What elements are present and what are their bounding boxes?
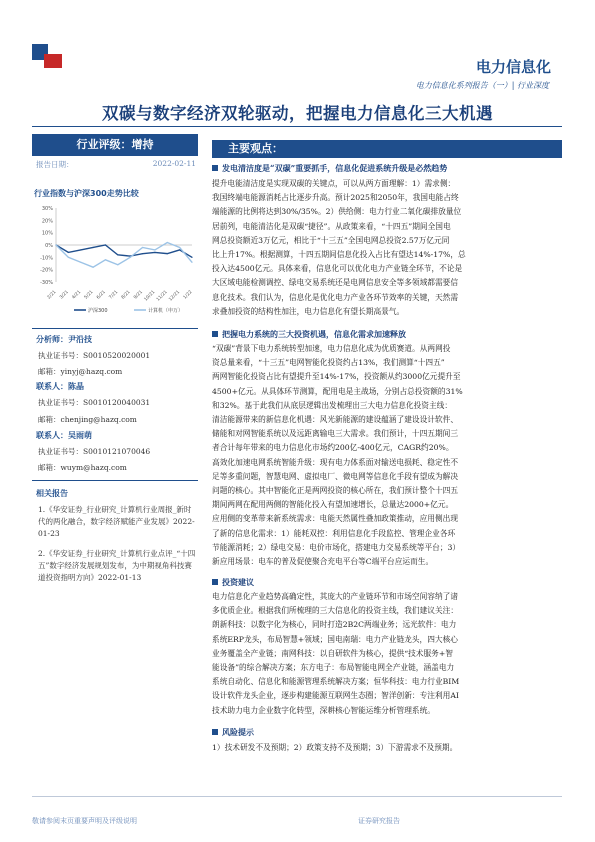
- contact1-label: 联系人：: [36, 382, 68, 391]
- chart-x-tick-label: 7/21: [108, 289, 120, 301]
- report-date-value: 2022-02-11: [152, 159, 196, 168]
- chart-series-line: [56, 245, 192, 257]
- body-line: 系统自动化、信息化和能源管理系统解决方案；恒华科技：电力行业BIM: [212, 677, 460, 687]
- body-line: 电力信息化产业趋势高确定性，其庞大的产业链环节和市场空间容纳了诸: [212, 592, 459, 601]
- chart-title: 行业指数与沪深300走势比较: [34, 189, 139, 198]
- company-logo: [30, 38, 68, 76]
- section-1-title-text: 发电清洁度是“双碳”重要抓手，信息化促进系统升级是必然趋势: [222, 163, 448, 173]
- chart-data-point: [117, 264, 118, 265]
- body-line: 息化技术。我们认为，信息化是优化电力产业各环节效率的关键，天然需: [212, 292, 459, 302]
- contact1-cert: 执业证书号：S0010120040031: [38, 398, 151, 407]
- chart-y-labels: [40, 206, 53, 286]
- chart-legend-label: 计算机（申万）: [148, 308, 184, 314]
- chart-data-point: [154, 249, 155, 250]
- chart-y-tick-label: -30%: [40, 280, 53, 286]
- chart-x-tick-label: 9/21: [133, 289, 144, 301]
- body-line: 了新的信息化需求：1）能耗双控：利用信息化手段监控、管理企业各环: [212, 528, 456, 538]
- body-line: 期间两网在配用两侧的智能化投入有望加速增长，总量达2000+亿元。: [212, 500, 454, 510]
- report-type: 电力信息化: [475, 58, 551, 76]
- section-1-title: [212, 163, 447, 174]
- body-line: 4500+亿元。从具体环节测算，配用电是主战场，分别占总投资额的31%: [212, 386, 463, 396]
- chart-x-tick-label: 5/21: [83, 289, 95, 301]
- analyst-label: 分析师：: [36, 335, 68, 344]
- title-divider: [32, 126, 562, 127]
- body-line: 两网智能化投资占比有望提升至14%-17%，投资额从约3000亿元提升至: [212, 372, 461, 382]
- chart-data-point: [179, 247, 180, 248]
- chart-data-point: [68, 252, 69, 253]
- bullet-icon: [212, 165, 218, 171]
- contact1-row: [36, 381, 84, 392]
- section-3-title-text: 投资建议: [222, 577, 254, 587]
- chart-data-point: [105, 244, 106, 245]
- body-line: “双碳”背景下电力系统转型加速，电力信息化成为优质赛道。从两网投: [212, 344, 451, 353]
- report-date-label: 报告日期：: [36, 160, 74, 169]
- body-line: 高效化加速电网系统智能升级：现有电力体系面对输送电损耗、稳定性不: [212, 457, 459, 467]
- chart-data-point: [191, 262, 192, 263]
- body-line: 节能源消耗；2）绿电交易：电价市场化，搭建电力交易系统等平台；3）: [212, 542, 461, 552]
- analyst-email[interactable]: 邮箱：yinyj@hazq.com: [38, 367, 123, 376]
- report-date-row: [32, 158, 198, 170]
- chart-x-labels: [46, 289, 193, 303]
- page-title: 双碳与数字经济双轮驱动，把握电力信息化三大机遇: [102, 104, 493, 123]
- contact2-email[interactable]: 邮箱：wuym@hazq.com: [38, 463, 127, 472]
- chart-x-tick-label: 3/21: [59, 289, 70, 301]
- industry-rating: 行业评级：增持: [32, 134, 198, 156]
- left-divider: [32, 328, 198, 329]
- chart-x-tick-label: 2/21: [46, 289, 58, 301]
- section-1-body: [212, 177, 562, 319]
- main-viewpoints-heading: 主要观点：: [212, 140, 562, 158]
- contact2-name: 吴雨萌: [68, 431, 92, 440]
- body-line: 1）技术研发不及预期；2）政策支持不及预期；3）下游需求不及预期。: [212, 743, 458, 752]
- chart-x-tick-label: 10/21: [143, 289, 157, 303]
- body-line: 新应用场景：电车的普及促使聚合充电平台等C端平台应运而生。: [212, 557, 434, 567]
- body-line: 业务覆盖全产业链；南网科技：以自研软件为核心，提供“技术服务+智: [212, 648, 453, 658]
- related-report-item[interactable]: 1.《华安证券_行业研究_计算机行业周报_新时代的两化融合，数字经济赋能产业发展》2022-01-23: [38, 505, 195, 538]
- related-reports-title: 相关报告: [36, 489, 68, 498]
- body-line: 大区域电能检测调控、绿电交易系统还是电网信息安全等多领域都需要信: [212, 278, 459, 288]
- analyst-row: [36, 334, 92, 345]
- chart-data-point: [142, 253, 143, 254]
- chart-data-point: [154, 252, 155, 253]
- chart-x-tick-label: 6/21: [96, 289, 107, 301]
- analyst-name: 尹沿技: [68, 335, 92, 344]
- chart-data-point: [117, 254, 118, 255]
- chart-y-tick-label: -10%: [40, 255, 53, 262]
- chart-data-point: [80, 262, 81, 263]
- section-2-title: [212, 329, 406, 340]
- chart-data-point: [55, 244, 56, 245]
- contact1-name: 陈晶: [68, 382, 84, 391]
- chart-x-tick-label: 1/22: [182, 289, 194, 301]
- chart-y-tick-label: 20%: [41, 218, 53, 225]
- chart-data-point: [68, 257, 69, 258]
- chart-y-tick-label: 10%: [41, 230, 53, 237]
- chart-data-point: [92, 267, 93, 268]
- body-line: 提升电能清洁度是实现双碳的关键点，可以从两方面理解：1）需求侧：: [212, 179, 456, 188]
- body-line: 网总投资额近3万亿元，相比于“十三五”全国电网总投资2.57万亿元同: [212, 235, 450, 245]
- chart-data-point: [105, 259, 106, 260]
- chart-data-point: [92, 247, 93, 248]
- chart-x-tick-label: 4/21: [71, 289, 83, 301]
- contact2-row: [36, 430, 92, 441]
- chart-legend-label: 沪深300: [88, 308, 108, 314]
- body-line: 我国终端电能源消耗占比逐步升高。预计2025和2050年，我国电能占终: [212, 193, 459, 203]
- body-line: 者合计每年带来的电力信息化市场约200亿-400亿元，CAGR约20%。: [212, 443, 454, 453]
- chart-x-tick-label: 12/21: [168, 289, 182, 303]
- chart-data-point: [167, 253, 168, 254]
- chart-data-point: [167, 242, 168, 243]
- body-line: 资总量来看，“十三五”电网智能化投资约占13%，我们测算“十四五”: [212, 358, 445, 368]
- body-line: 能设备”的综合解决方案；东方电子：布局智能电网全产业链，涵盖电力: [212, 663, 455, 673]
- chart-x-tick-label: 11/21: [155, 289, 169, 303]
- chart-data-point: [80, 249, 81, 250]
- related-report-item[interactable]: 2.《华安证券_行业研究_计算机行业点评_“十四五”数字经济发展规划发布，为中期视角科技赛道投资指明方向》2022-01-13: [38, 549, 196, 582]
- body-line: 应用侧的变革带来新系统需求：电能天然属性叠加政策推动，应用侧出现: [212, 514, 459, 524]
- body-line: 和32%。基于此我们从底层逻辑出发梳理出三大电力信息化投资主线：: [212, 400, 453, 410]
- chart-data-point: [142, 247, 143, 248]
- body-line: 多优质企业。根据我们所梳理的三大信息化的投资主线，我们建议关注：: [212, 606, 459, 616]
- footer-disclaimer[interactable]: 敬请参阅末页重要声明及评级说明: [32, 817, 137, 825]
- chart-data-point: [179, 249, 180, 250]
- section-4-title: [212, 727, 254, 738]
- chart-y-tick-label: 0%: [45, 243, 53, 249]
- bullet-icon: [212, 729, 218, 735]
- chart-legend: [74, 307, 183, 314]
- body-line: 求叠加投资的结构性加注，电力信息化有望长期高景气。: [212, 306, 405, 316]
- chart-y-tick-label: -20%: [40, 267, 53, 274]
- contact2-label: 联系人：: [36, 431, 68, 440]
- body-line: 技术助力电力企业数字化转型，深耕核心智能运维分析管理系统。: [212, 705, 435, 715]
- footer-divider: [32, 796, 562, 797]
- analyst-cert: 执业证书号：S0010520020001: [38, 351, 151, 360]
- footer-report-label: 证券研究报告: [358, 817, 400, 825]
- section-2-title-text: 把握电力系统的三大投资机遇，信息化需求加速释放: [222, 329, 406, 339]
- chart-data-point: [130, 257, 131, 258]
- section-2-body: [212, 342, 562, 569]
- section-4-title-text: 风险提示: [222, 727, 254, 737]
- body-line: 储能和对网智能系统以及远距离输电三大需求。我们预计，十四五期间三: [212, 429, 459, 439]
- contact2-cert: 执业证书号：S0010121070046: [38, 447, 151, 456]
- section-3-body: [212, 590, 562, 718]
- chart-y-tick-label: 30%: [41, 206, 53, 212]
- index-comparison-chart: [34, 200, 198, 318]
- report-series: 电力信息化系列报告（一）| 行业深度: [415, 81, 549, 90]
- contact1-email[interactable]: 邮箱：chenjing@hazq.com: [38, 415, 137, 424]
- bullet-icon: [212, 331, 218, 337]
- body-line: 投入达4500亿元。具体来看，信息化可以优化电力产业链全环节，不论是: [212, 264, 463, 274]
- body-line: 清洁能源带来的新信息化机遇：风光新能源的建设蕴涵了建设设计软件、: [212, 415, 459, 425]
- section-3-title: [212, 577, 254, 588]
- body-line: 足等多重问题，智慧电网、虚拟电厂、微电网等信息化手段有望成为解决: [212, 471, 459, 481]
- body-line: 问题的核心。其中智能化正是两网投资的核心所在，我们预计整个十四五: [212, 486, 459, 496]
- chart-x-tick-label: 8/21: [120, 289, 132, 301]
- body-line: 系统ERP龙头，布局智慧+领域；国电南瑞：电力产业链龙头，四大核心: [212, 634, 458, 644]
- body-line: 设计软件龙头企业，逐步构建能源互联网生态圈；智洋创新：专注利用AI: [212, 691, 459, 701]
- left-divider: [32, 480, 198, 481]
- chart-series-group: [55, 242, 192, 268]
- chart-data-point: [191, 257, 192, 258]
- body-line: 端能源的比例将达到30%/35%。2）供给侧：电力行业二氧化碳排放量位: [212, 207, 462, 217]
- body-line: 朗新科技：以数字化为核心，同时打造2B2C两端业务；远光软件：电力: [212, 620, 457, 630]
- body-line: 居前列，电能清洁化是双碳“捷径”。从政策来看，“十四五”期间全国电: [212, 221, 451, 231]
- bullet-icon: [212, 579, 218, 585]
- section-4-body: [212, 741, 562, 755]
- body-line: 比上升17%。根据测算，十四五期间信息化投入占比有望达14%-17%，总: [212, 250, 466, 260]
